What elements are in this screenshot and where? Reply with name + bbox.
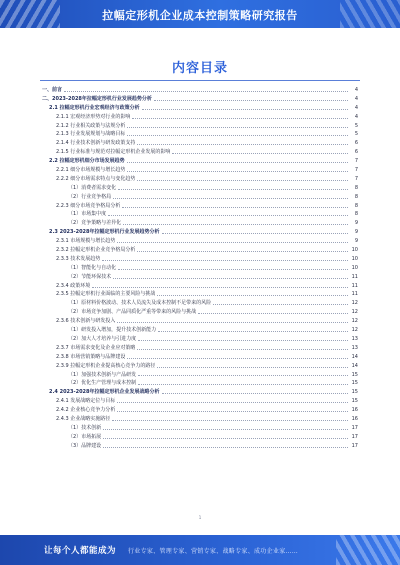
toc-dot-leader (137, 251, 348, 252)
toc-entry[interactable] (42, 433, 358, 442)
toc-dot-leader (108, 215, 348, 216)
toc-entry-page: 15 (351, 389, 358, 396)
toc-entry-label: （2）竞争策略与差异化 (68, 220, 122, 227)
toc-entry-page: 10 (351, 255, 358, 262)
toc-entry[interactable] (42, 290, 358, 299)
toc-dot-leader (162, 393, 348, 394)
toc-entry[interactable] (42, 308, 358, 317)
toc-entry-page: 11 (351, 291, 358, 298)
toc-dot-leader (92, 287, 348, 288)
toc-entry[interactable] (42, 139, 358, 148)
toc-dot-leader (103, 438, 348, 439)
toc-dot-leader (127, 162, 348, 163)
toc-entry-page: 8 (354, 202, 358, 209)
toc-entry-label: 2.3.7 市场需求变化及企业应对策略 (56, 344, 136, 351)
toc-entry-page: 17 (351, 433, 358, 440)
report-header-bar (0, 0, 400, 28)
toc-entry[interactable] (42, 326, 358, 335)
toc-entry-page: 4 (354, 104, 358, 111)
toc-entry[interactable] (42, 219, 358, 228)
toc-entry-page: 5 (354, 122, 358, 129)
toc-entry[interactable] (42, 237, 358, 246)
toc-entry[interactable] (42, 344, 358, 353)
toc-entry[interactable] (42, 113, 358, 122)
toc-dot-leader (117, 242, 348, 243)
toc-dot-leader (137, 180, 348, 181)
toc-entry-label: （2）市场拓展 (68, 433, 102, 440)
toc-entry[interactable] (42, 228, 358, 237)
page-number: 1 (198, 515, 202, 520)
toc-dot-leader (132, 118, 348, 119)
toc-entry-page: 8 (354, 193, 358, 200)
toc-entry-page: 17 (351, 442, 358, 449)
toc-entry[interactable] (42, 299, 358, 308)
toc-entry-label: （1）加强技术创新与产品研发 (68, 371, 137, 378)
toc-entry[interactable] (42, 335, 358, 344)
toc-entry-label: （2）加大人才培养与引进力度 (68, 335, 137, 342)
toc-entry-label: （3）品牌建设 (68, 442, 102, 449)
toc-entry[interactable] (42, 362, 358, 371)
toc-entry-page: 16 (351, 407, 358, 414)
toc-entry-page: 10 (351, 264, 358, 271)
toc-entry[interactable] (42, 130, 358, 139)
toc-entry[interactable] (42, 379, 358, 388)
toc-entry-label: （2）优化生产管理与成本控制 (68, 380, 137, 387)
toc-entry[interactable] (42, 406, 358, 415)
toc-entry-page: 13 (351, 335, 358, 342)
toc-entry-label: 2.1.2 行业相关政策与法规分析 (56, 122, 126, 129)
toc-entry-page: 9 (354, 220, 358, 227)
toc-dot-leader (117, 322, 348, 323)
toc-entry-label: 2.3.1 市场规模与增长趋势 (56, 238, 116, 245)
toc-dot-leader (122, 207, 348, 208)
toc-entry-label: 2.2.3 细分市场竞争格局分析 (56, 202, 121, 209)
footer-decoration (336, 535, 400, 565)
toc-dot-leader (64, 91, 348, 92)
toc-entry-page: 7 (354, 158, 358, 165)
toc-entry-page: 7 (354, 175, 358, 182)
toc-entry-label: （2）节能环保技术 (68, 273, 112, 280)
report-title: 拉幅定形机企业成本控制策略研究报告 (102, 9, 298, 22)
toc-entry-page: 6 (354, 140, 358, 147)
footer-tagline: 行业专家、管理专家、营销专家、战略专家、成功企业家…… (128, 548, 299, 555)
toc-entry-label: 2.2 拉幅定形机细分市场发展趋势 (49, 158, 125, 165)
toc-dot-leader (127, 358, 348, 359)
toc-entry-page: 14 (351, 362, 358, 369)
toc-entry-label: 2.3.6 技术创新与研发投入 (56, 318, 116, 325)
toc-entry[interactable] (42, 210, 358, 219)
toc-dot-leader (157, 295, 348, 296)
toc-entry-label: （1）消费者需求变化 (68, 184, 117, 191)
toc-dot-leader (142, 109, 348, 110)
toc-entry[interactable] (42, 353, 358, 362)
toc-dot-leader (137, 144, 348, 145)
toc-entry-label: （2）市场竞争加剧、产品同质化严重等带来的风险与挑战 (68, 309, 197, 316)
toc-entry[interactable] (42, 86, 358, 95)
toc-entry-label: （1）原材料价格波动、技术人员流失及成本控制不足带来的风险 (68, 300, 212, 307)
toc-entry-page: 17 (351, 424, 358, 431)
toc-entry-page: 16 (351, 415, 358, 422)
toc-entry-page: 9 (354, 238, 358, 245)
toc-entry[interactable] (42, 371, 358, 380)
toc-dot-leader (138, 375, 348, 376)
toc-entry-page: 12 (351, 327, 358, 334)
toc-entry-page: 7 (354, 167, 358, 174)
toc-heading: 内容目录 (171, 61, 228, 76)
footer-slogan: 让每个人都能成为 (44, 546, 117, 556)
toc-entry-page: 10 (351, 247, 358, 254)
toc-entry-label: 2.3.8 市场营销策略与品牌建设 (56, 353, 126, 360)
toc-entry-label: 2.3.5 拉幅定形机行业面临的主要风险与挑战 (56, 291, 156, 298)
toc-dot-leader (137, 349, 348, 350)
toc-entry-page: 9 (354, 229, 358, 236)
toc-entry-page: 13 (351, 344, 358, 351)
toc-divider (40, 80, 360, 81)
toc-entry-label: 2.4.3 企业战略实施路径 (56, 415, 111, 422)
toc-entry[interactable] (42, 104, 358, 113)
toc-dot-leader (117, 411, 348, 412)
toc-entry-label: 2.3.9 拉幅定形机企业提高核心竞争力的路径 (56, 362, 156, 369)
toc-entry-label: 2.3.4 政策环境 (56, 282, 91, 289)
toc-entry-page: 12 (351, 309, 358, 316)
toc-dot-leader (102, 260, 348, 261)
toc-dot-leader (127, 135, 348, 136)
toc-entry[interactable] (42, 95, 358, 104)
toc-dot-leader (118, 189, 348, 190)
toc-dot-leader (127, 171, 348, 172)
toc-entry-label: （2）行业竞争格局 (68, 193, 112, 200)
toc-entry-label: 2.1.5 行业标准与规范对拉幅定形机企业发展的影响 (56, 149, 171, 156)
toc-entry-page: 8 (354, 211, 358, 218)
toc-entry-label: 2.1 拉幅定形机行业宏观经济与政策分析 (49, 104, 140, 111)
toc-entry-page: 6 (354, 149, 358, 156)
toc-entry[interactable] (42, 415, 358, 424)
toc-entry-label: 2.1.3 行业发展规划与战略目标 (56, 131, 126, 138)
toc-entry-page: 15 (351, 380, 358, 387)
toc-entry[interactable] (42, 317, 358, 326)
toc-entry[interactable] (42, 193, 358, 202)
toc-entry-label: 一、前言 (42, 87, 63, 93)
table-of-contents (42, 86, 358, 451)
toc-entry-label: 2.3.3 技术发展趋势 (56, 255, 101, 262)
toc-entry-page: 4 (354, 113, 358, 120)
toc-dot-leader (112, 420, 348, 421)
toc-entry[interactable] (42, 388, 358, 397)
footer-bar (0, 535, 400, 565)
toc-dot-leader (113, 278, 348, 279)
toc-dot-leader (103, 429, 348, 430)
toc-entry-label: （1）市场集中度 (68, 211, 107, 218)
toc-dot-leader (154, 100, 348, 101)
toc-dot-leader (103, 447, 348, 448)
toc-entry[interactable] (42, 255, 358, 264)
toc-entry[interactable] (42, 157, 358, 166)
toc-dot-leader (157, 367, 348, 368)
toc-dot-leader (198, 313, 348, 314)
toc-entry-page: 11 (351, 282, 358, 289)
toc-dot-leader (213, 304, 348, 305)
toc-dot-leader (113, 198, 348, 199)
toc-entry[interactable] (42, 148, 358, 157)
toc-entry-label: （1）技术创新 (68, 424, 102, 431)
toc-entry[interactable] (42, 282, 358, 291)
toc-entry[interactable] (42, 175, 358, 184)
toc-entry[interactable] (42, 166, 358, 175)
toc-entry[interactable] (42, 273, 358, 282)
toc-entry-page: 4 (354, 87, 358, 93)
toc-entry-page: 12 (351, 300, 358, 307)
toc-entry[interactable] (42, 397, 358, 406)
toc-entry-label: （1）研发投入增加，提升技术创新能力 (68, 327, 157, 334)
toc-entry[interactable] (42, 424, 358, 433)
toc-entry-label: （1）智能化与自动化 (68, 264, 117, 271)
toc-dot-leader (172, 153, 348, 154)
toc-entry-label: 2.3 2023-2028年拉幅定形机行业发展趋势分析 (49, 229, 160, 236)
toc-dot-leader (138, 384, 348, 385)
toc-entry[interactable] (42, 202, 358, 211)
toc-entry-label: 2.1.1 宏观经济形势对行业的影响 (56, 113, 131, 120)
toc-dot-leader (138, 340, 348, 341)
toc-entry[interactable] (42, 184, 358, 193)
toc-entry[interactable] (42, 246, 358, 255)
toc-entry-page: 4 (354, 95, 358, 102)
toc-entry-page: 15 (351, 371, 358, 378)
toc-dot-leader (118, 269, 348, 270)
toc-entry-page: 5 (354, 131, 358, 138)
toc-entry-page: 11 (351, 273, 358, 280)
toc-entry-label: 二、2023-2028年拉幅定形机行业发展趋势分析 (42, 95, 152, 102)
toc-entry-page: 14 (351, 353, 358, 360)
toc-entry-page: 12 (351, 318, 358, 325)
toc-entry-label: 2.2.2 细分市场需求特点与变化趋势 (56, 175, 136, 182)
toc-entry-page: 15 (351, 398, 358, 405)
toc-entry-page: 8 (354, 184, 358, 191)
toc-entry[interactable] (42, 264, 358, 273)
toc-dot-leader (127, 127, 348, 128)
toc-entry[interactable] (42, 122, 358, 131)
toc-dot-leader (158, 331, 348, 332)
toc-entry[interactable] (42, 442, 358, 451)
toc-entry-label: 2.2.1 细分市场规模与增长趋势 (56, 167, 126, 174)
toc-entry-label: 2.4.2 企业核心竞争力分析 (56, 407, 116, 414)
toc-dot-leader (123, 224, 348, 225)
toc-entry-label: 2.4 2023-2028年拉幅定形机企业发展战略分析 (49, 389, 160, 396)
toc-entry-label: 2.4.1 发展战略定位与目标 (56, 398, 116, 405)
toc-entry-label: 2.1.4 行业技术创新与研发政策支持 (56, 140, 136, 147)
toc-entry-label: 2.3.2 拉幅定形机企业竞争格局分析 (56, 247, 136, 254)
toc-dot-leader (117, 402, 348, 403)
toc-dot-leader (162, 233, 348, 234)
